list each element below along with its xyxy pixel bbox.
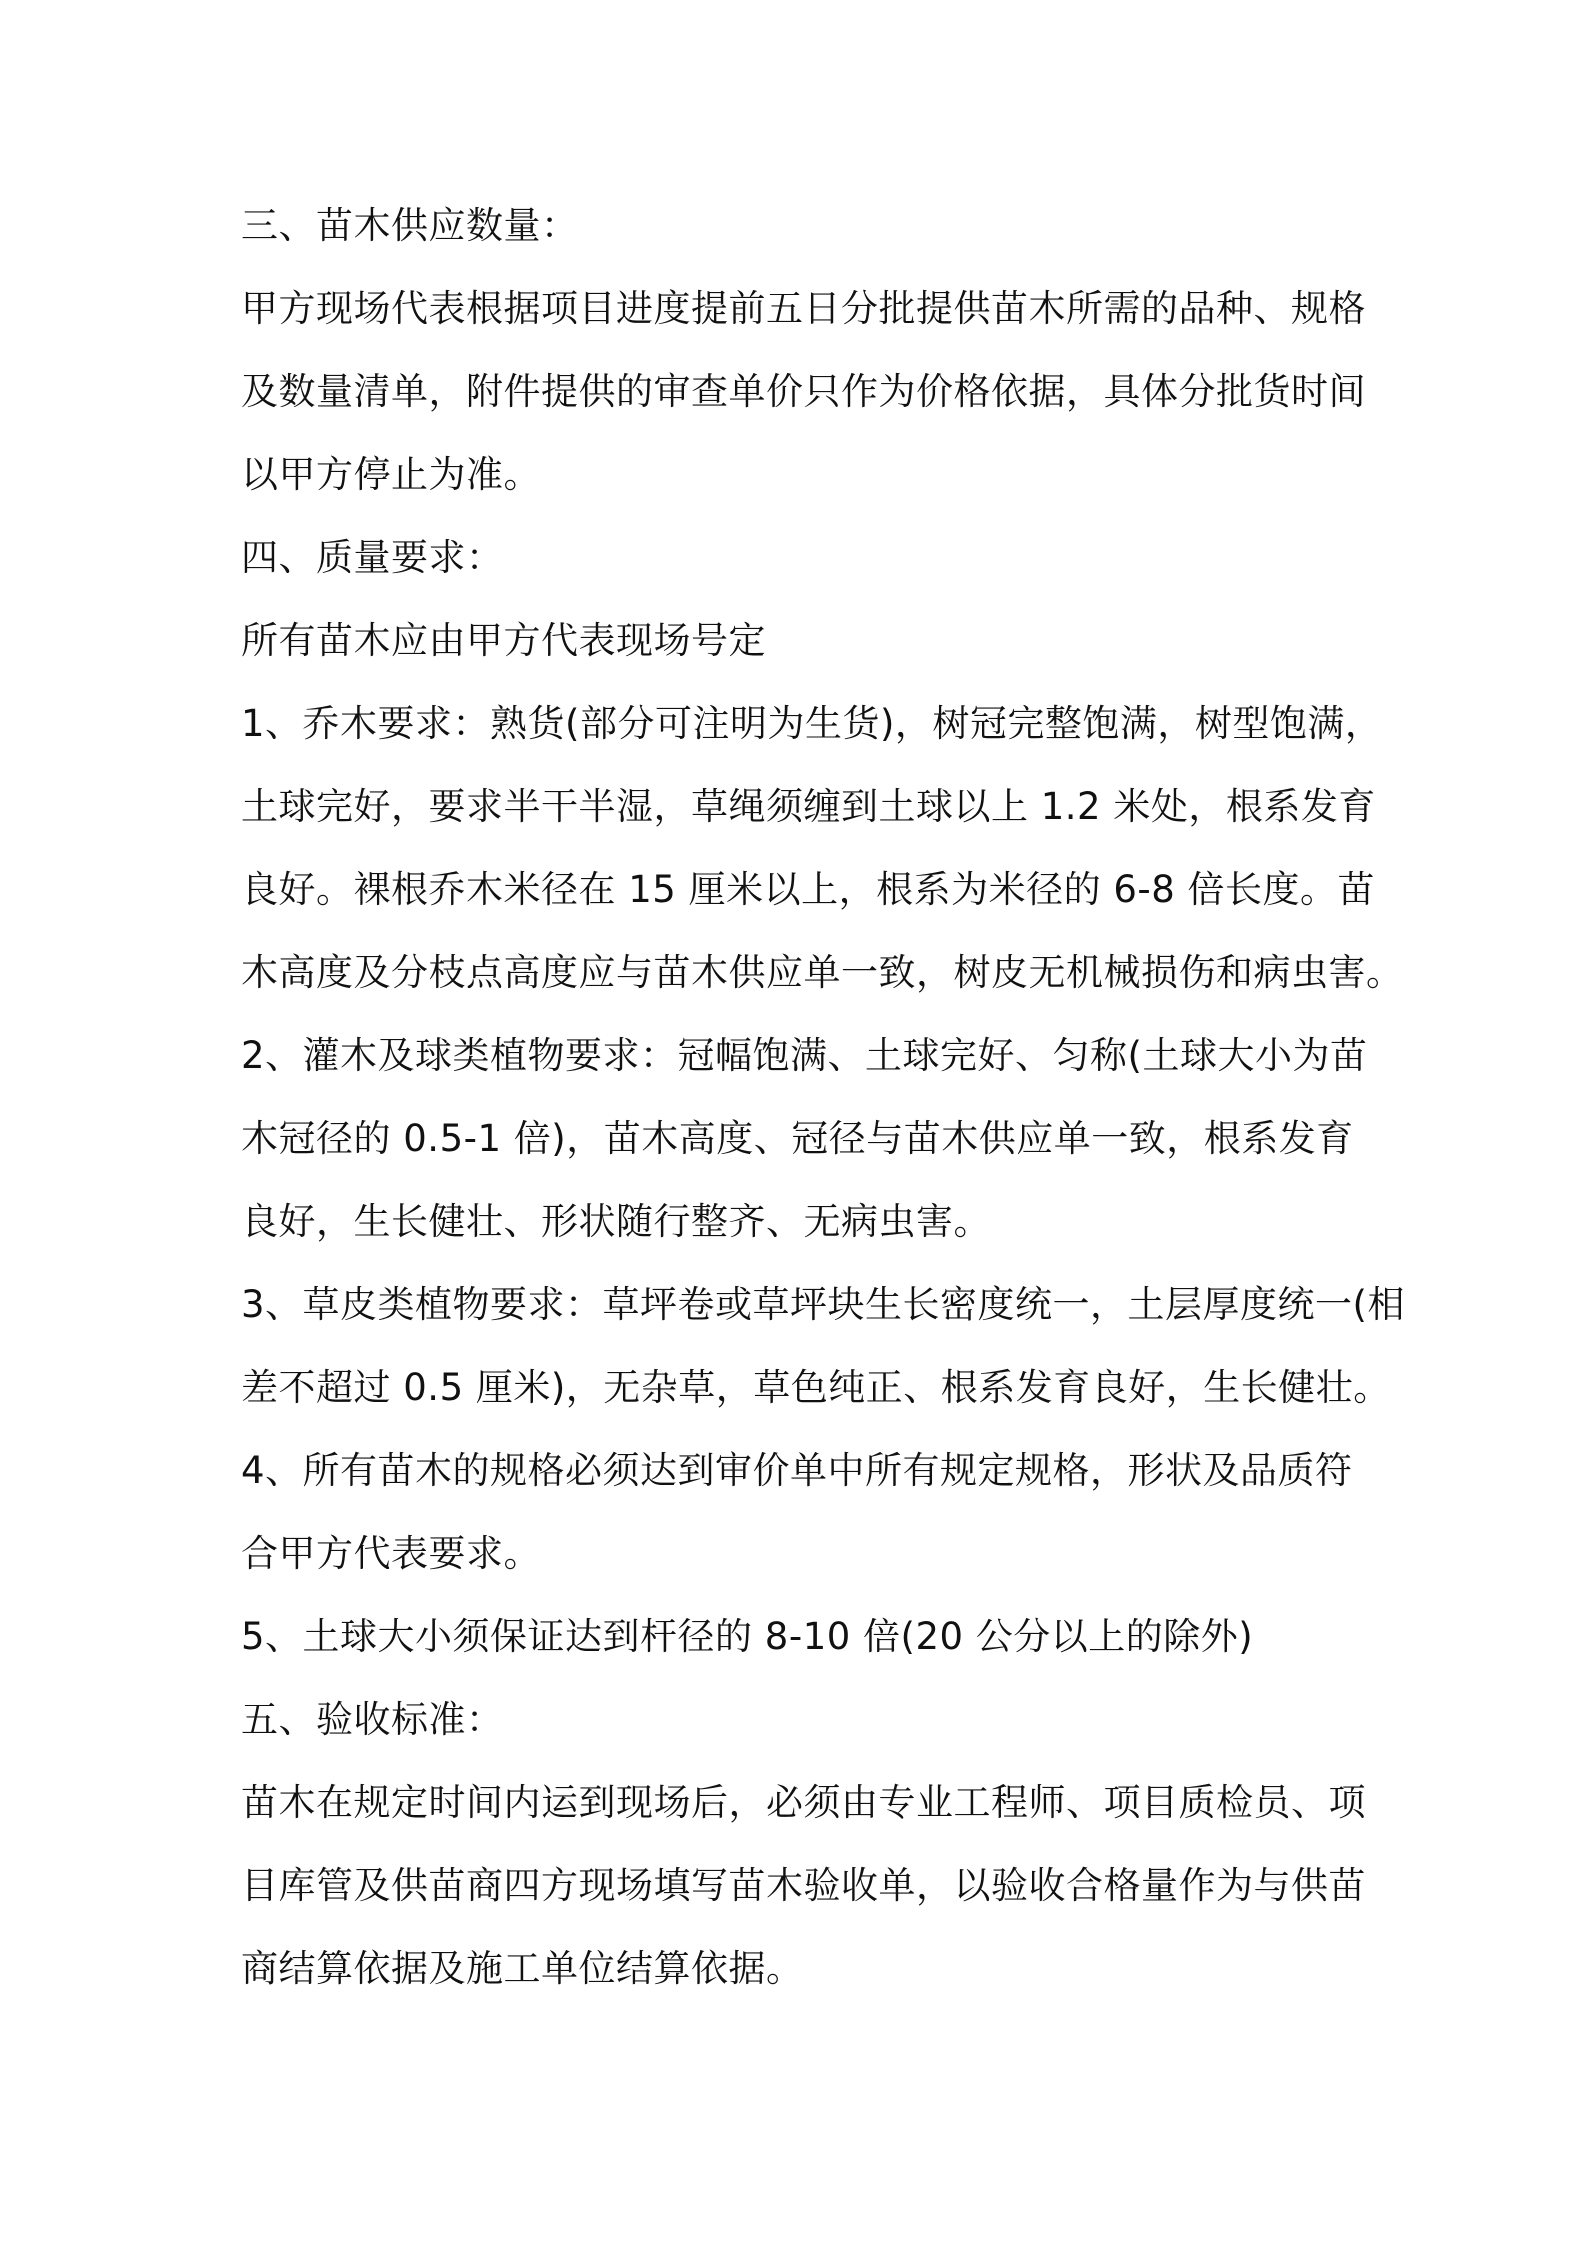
section-heading-supply-quantity: 三、苗木供应数量：	[241, 204, 579, 247]
list-item-5-line: 5、土球大小须保证达到杆径的 8-10 倍(20 公分以上的除外)	[241, 1615, 1254, 1658]
list-item-4-line: 合甲方代表要求。	[241, 1532, 541, 1575]
paragraph-line: 苗木在规定时间内运到现场后，必须由专业工程师、项目质检员、项	[241, 1781, 1366, 1824]
list-item-4-line: 4、所有苗木的规格必须达到审价单中所有规定规格，形状及品质符	[241, 1449, 1353, 1492]
list-item-1-line: 土球完好，要求半干半湿，草绳须缠到土球以上 1.2 米处，根系发育	[241, 785, 1376, 828]
list-item-1-line: 木高度及分枝点高度应与苗木供应单一致，树皮无机械损伤和病虫害。	[241, 951, 1404, 994]
document-body	[241, 184, 1405, 2010]
paragraph-line: 及数量清单，附件提供的审查单价只作为价格依据，具体分批货时间	[241, 370, 1366, 413]
list-item-1-line: 1、乔木要求：熟货(部分可注明为生货)，树冠完整饱满，树型饱满，	[241, 702, 1383, 745]
paragraph-line: 目库管及供苗商四方现场填写苗木验收单，以验收合格量作为与供苗	[241, 1864, 1366, 1907]
paragraph-line: 甲方现场代表根据项目进度提前五日分批提供苗木所需的品种、规格	[241, 287, 1366, 330]
list-item-1-line: 良好。裸根乔木米径在 15 厘米以上，根系为米径的 6-8 倍长度。苗	[241, 868, 1376, 911]
list-item-2-line: 2、灌木及球类植物要求：冠幅饱满、土球完好、匀称(土球大小为苗	[241, 1034, 1368, 1077]
section-heading-acceptance-standards: 五、验收标准：	[241, 1698, 504, 1741]
paragraph-line: 以甲方停止为准。	[241, 453, 541, 496]
list-item-2-line: 良好，生长健壮、形状随行整齐、无病虫害。	[241, 1200, 991, 1243]
list-item-3-line: 3、草皮类植物要求：草坪卷或草坪块生长密度统一，土层厚度统一(相	[241, 1283, 1405, 1326]
list-item-2-line: 木冠径的 0.5-1 倍)，苗木高度、冠径与苗木供应单一致，根系发育	[241, 1117, 1354, 1160]
list-item-3-line: 差不超过 0.5 厘米)，无杂草，草色纯正、根系发育良好，生长健壮。	[241, 1366, 1391, 1409]
paragraph-line: 商结算依据及施工单位结算依据。	[241, 1947, 804, 1990]
section-heading-quality-requirements: 四、质量要求：	[241, 536, 504, 579]
paragraph-line: 所有苗木应由甲方代表现场号定	[241, 619, 766, 662]
